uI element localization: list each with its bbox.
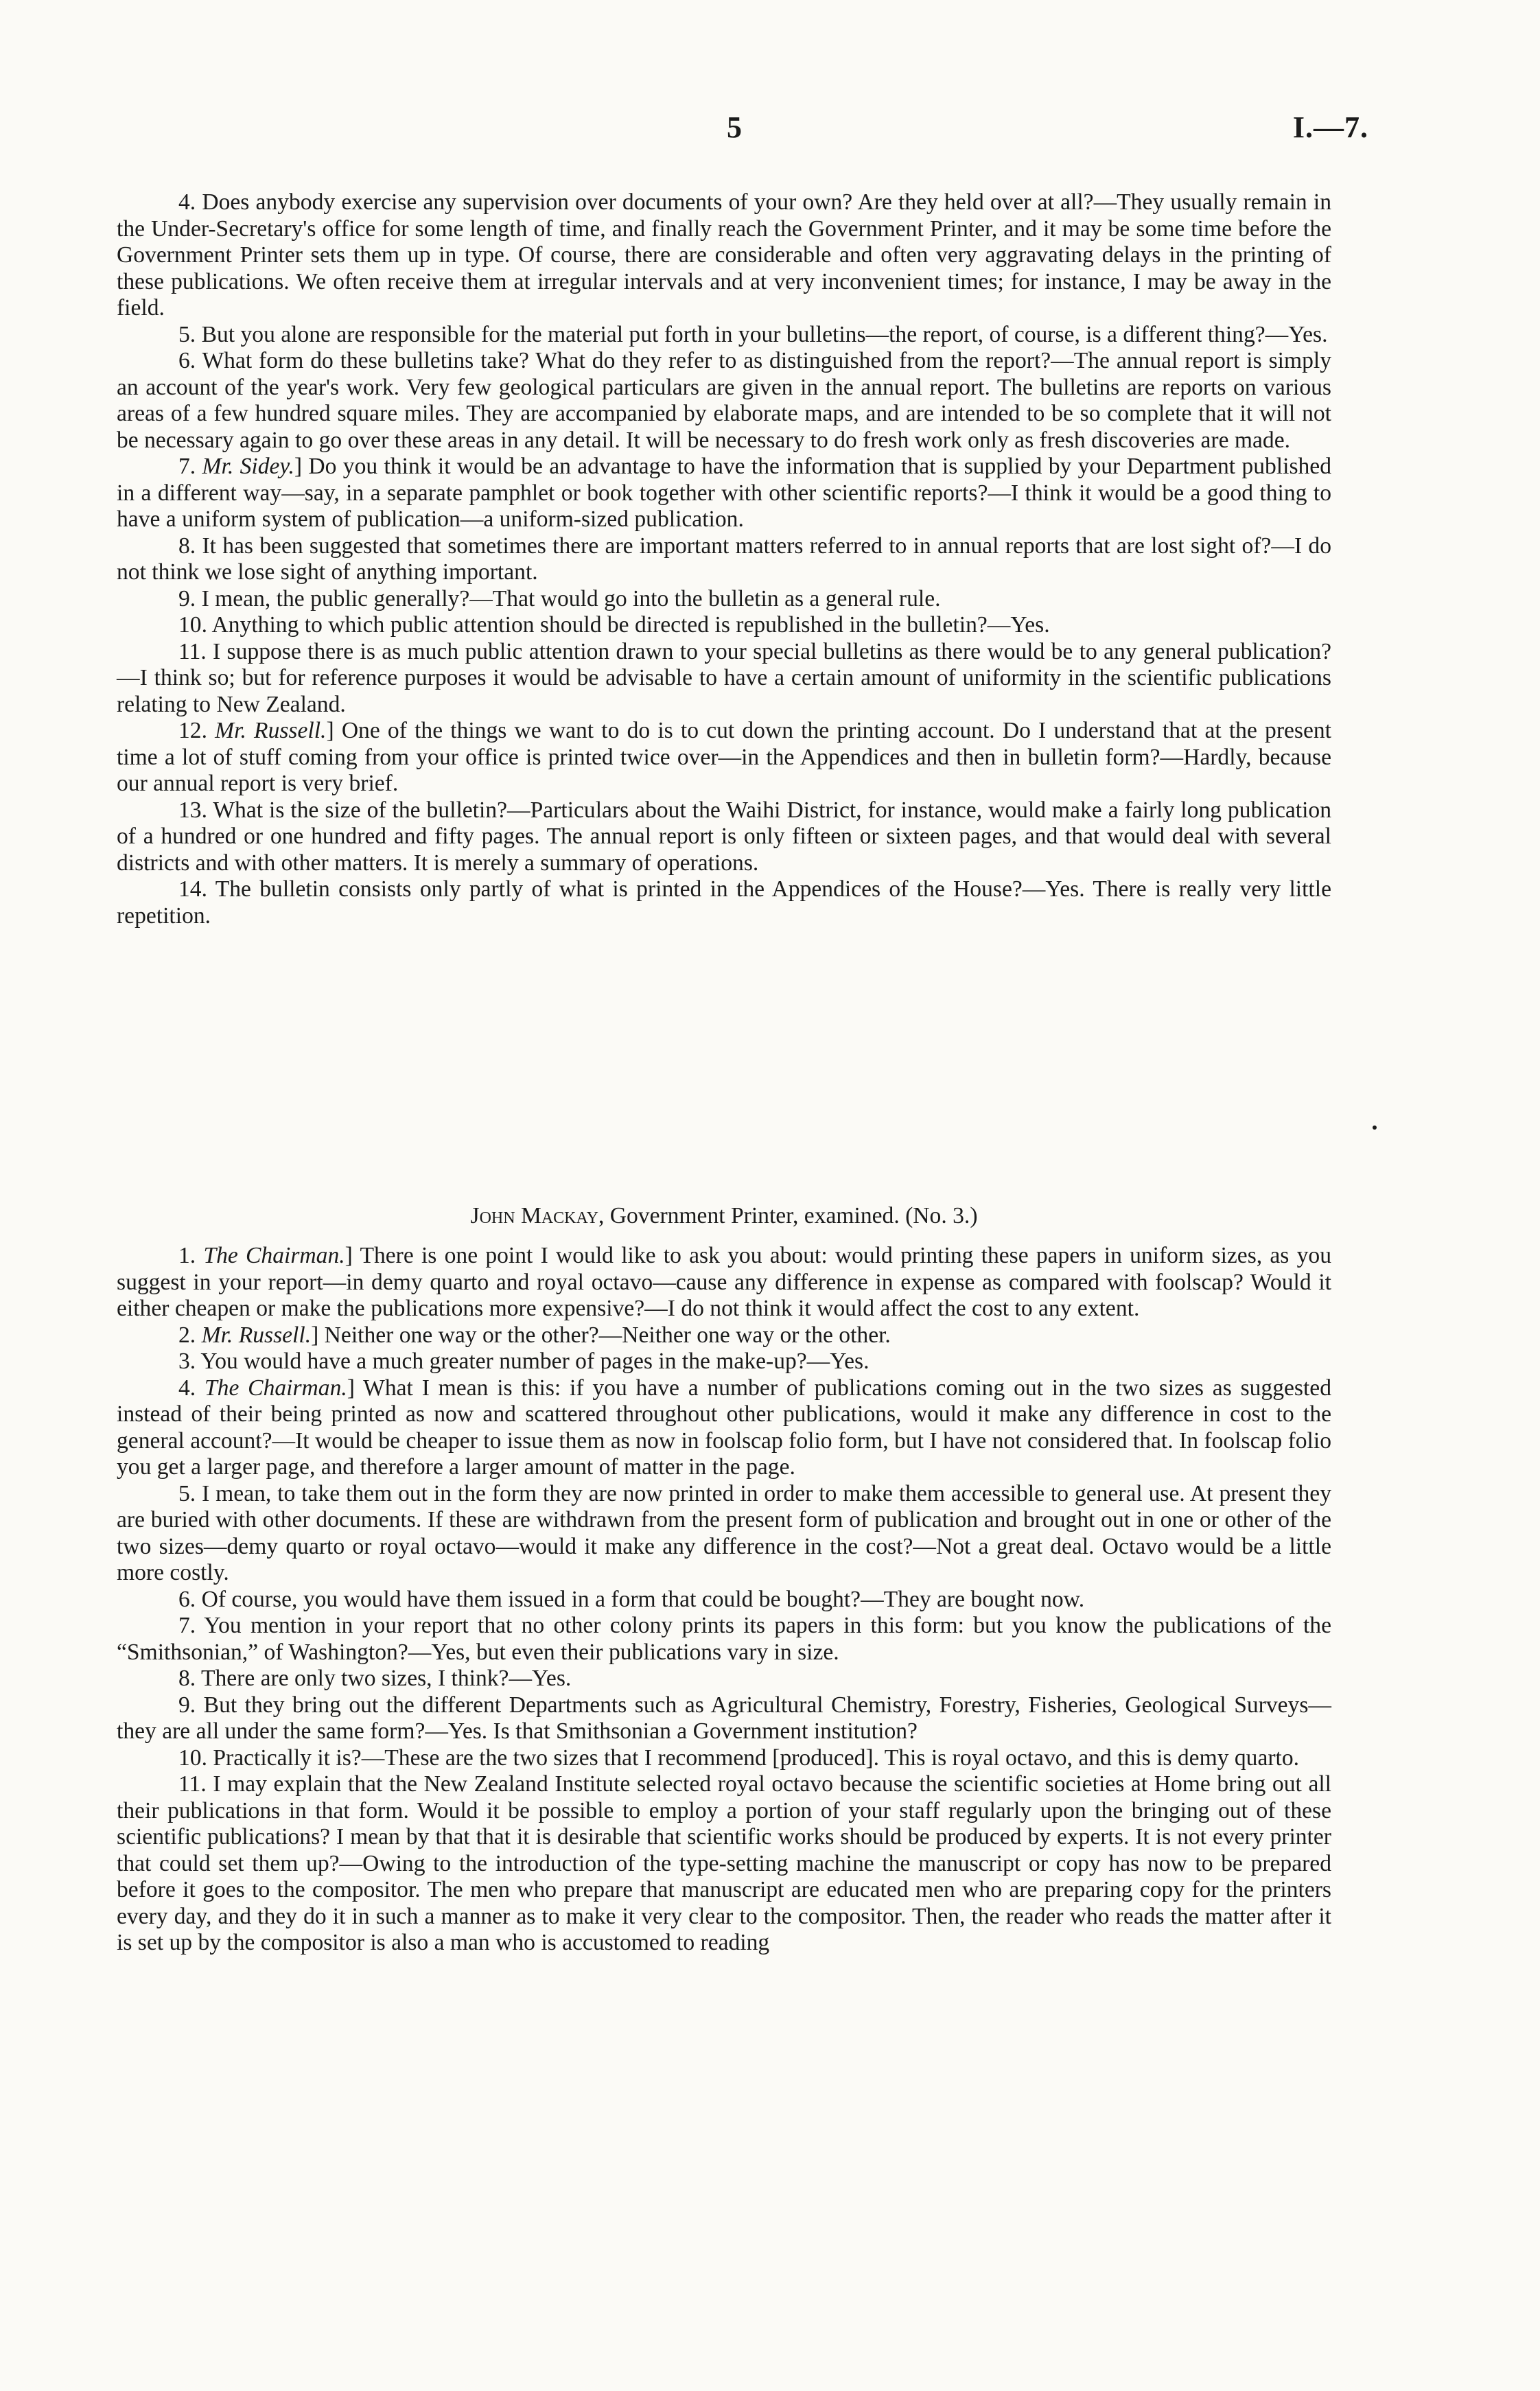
paragraph: 7. You mention in your report that no other colony prints its papers in this form: but you know the publications of the “Smithsonian,” of Washington?—Yes, but even their publications vary in size. (117, 1613, 1331, 1665)
paragraph: 6. What form do these bulletins take? What do they refer to as distinguished from the report?—The annual report is simply an account of the year's work. Very few geological particulars are given in the annual report. The bulletins are reports on various areas of a few hundred square miles. They are accompanied by elaborate maps, and are intended to be so complete that it will not be necessary again to go over these areas in any detail. It will be necessary to do fresh work only as fresh discoveries are made. (117, 348, 1331, 453)
paragraph: 9. I mean, the public generally?—That would go into the bulletin as a general rule. (178, 585, 941, 611)
paragraph: 8. There are only two sizes, I think?—Yes. (178, 1666, 572, 1691)
paragraph: 5. I mean, to take them out in the form they are now printed in order to make them accessible to general use. At present they are buried with other documents. If these are withdrawn from the present form of publication and brought out in one or other of the two sizes—demy quarto or royal octavo—would it make any difference in the cost?—Not a great deal. Octavo would be a little more costly. (117, 1480, 1331, 1585)
witness-name: John Mackay (470, 1203, 598, 1228)
paragraph: 3. You would have a much greater number of pages in the make-up?—Yes. (178, 1349, 870, 1374)
paragraph: 2. Mr. Russell.] Neither one way or the other?—Neither one way or the other. (178, 1322, 891, 1348)
speaker-name: The Chairman. (203, 1243, 345, 1268)
speaker-name: Mr. Russell. (215, 718, 327, 743)
paragraph: 1. The Chairman.] There is one point I would like to ask you about: would printing these papers in uniform sizes, as you suggest in your report—in demy quarto and royal octavo—cause any difference in expense as compared with foolscap? Would it either cheapen or make the publications more expensive?—I do not think it would affect the cost to any extent. (117, 1243, 1331, 1321)
witness-heading-rest: , Government Printer, examined. (No. 3.) (598, 1203, 978, 1228)
paragraph: 12. Mr. Russell.] One of the things we want to do is to cut down the printing account. Do I understand that at the present time a lot of stuff coming from your office is printed twice over—in the Appendices and then in bulletin form?—Hardly, because our annual report is very brief. (117, 718, 1332, 796)
paragraph: 4. Does anybody exercise any supervision over documents of your own? Are they held over at all?—They usually remain in the Under-Secretary's office for some length of time, and finally reach the Government Printer, and it may be some time before the Government Printer sets them up in type. Of course, there are considerable and often very aggravating delays in the printing of these publications. We often receive them at irregular intervals and at very inconvenient times; for instance, I may be away in the field. (117, 189, 1331, 320)
paper-reference: I.—7. (1292, 110, 1368, 144)
speaker-name: Mr. Sidey. (202, 454, 294, 479)
paragraph: 14. The bulletin consists only partly of what is printed in the Appendices of the House?—Yes. There is really very little repetition. (117, 876, 1331, 929)
paragraph: 4. The Chairman.] What I mean is this: if you have a number of publications coming out in the two sizes as suggested instead of their being printed as now and scattered throughout other publications, would it make any difference in cost to the general account?—It would be cheaper to issue them as now in foolscap folio form, but I have not considered that. In foolscap folio you get a larger page, and therefore a larger amount of matter in the page. (117, 1375, 1331, 1480)
evidence-section-2 (117, 1243, 1331, 1957)
paragraph: 7. Mr. Sidey.] Do you think it would be an advantage to have the information that is supplied by your Department published in a different way—say, in a separate pamphlet or book together with other scientific reports?—I think it would be a good thing to have a uniform system of publication—a uniform-sized publication. (117, 454, 1331, 532)
speaker-name: Mr. Russell. (201, 1322, 312, 1348)
evidence-section-1 (117, 189, 1331, 929)
paragraph: 13. What is the size of the bulletin?—Particulars about the Waihi District, for instance, would make a fairly long publication of a hundred or one hundred and fifty pages. The annual report is only fifteen or sixteen pages, and that would deal with several districts and with other matters. It is merely a summary of operations. (117, 797, 1331, 876)
paragraph: 10. Anything to which public attention should be directed is republished in the bulletin?—Yes. (178, 612, 1050, 638)
paragraph: 5. But you alone are responsible for the material put forth in your bulletins—the report, of course, is a different thing?—Yes. (178, 321, 1328, 347)
speaker-name: The Chairman. (205, 1375, 347, 1401)
paragraph: 6. Of course, you would have them issued in a form that could be bought?—They are bought now. (178, 1586, 1085, 1612)
witness-heading (117, 1202, 1331, 1230)
page-header (0, 110, 1540, 151)
paragraph: 11. I suppose there is as much public attention drawn to your special bulletins as there would be to any general publication?—I think so; but for reference purposes it would be advisable to have a certain amount of uniformity in the scientific publications relating to New Zealand. (117, 638, 1331, 717)
paragraph: 8. It has been suggested that sometimes there are important matters referred to in annual reports that are lost sight of?—I do not think we lose sight of anything important. (117, 533, 1331, 585)
paragraph: 9. But they bring out the different Departments such as Agricultural Chemistry, Forestry, Fisheries, Geological Surveys—they are all under the same form?—Yes. Is that Smithsonian a Government institution? (117, 1692, 1331, 1744)
paragraph: 10. Practically it is?—These are the two sizes that I recommend [produced]. This is royal octavo, and this is demy quarto. (178, 1745, 1300, 1771)
print-speck (1373, 1125, 1377, 1130)
page-number: 5 (727, 110, 742, 144)
paragraph: 11. I may explain that the New Zealand Institute selected royal octavo because the scientific societies at Home bring out all their publications in that form. Would it be possible to employ a portion of your staff regularly upon the bringing out of these scientific publications? I mean by that that it is desirable that scientific works should be produced by experts. It is not every printer that could set them up?—Owing to the introduction of the type-setting machine the manuscript or copy has now to be prepared before it goes to the compositor. The men who prepare that manuscript are educated men who are preparing copy for the printers every day, and they do it in such a manner as to make it very clear to the compositor. Then, the reader who reads the matter after it is set up by the compositor is also a man who is accustomed to reading (117, 1771, 1331, 1955)
